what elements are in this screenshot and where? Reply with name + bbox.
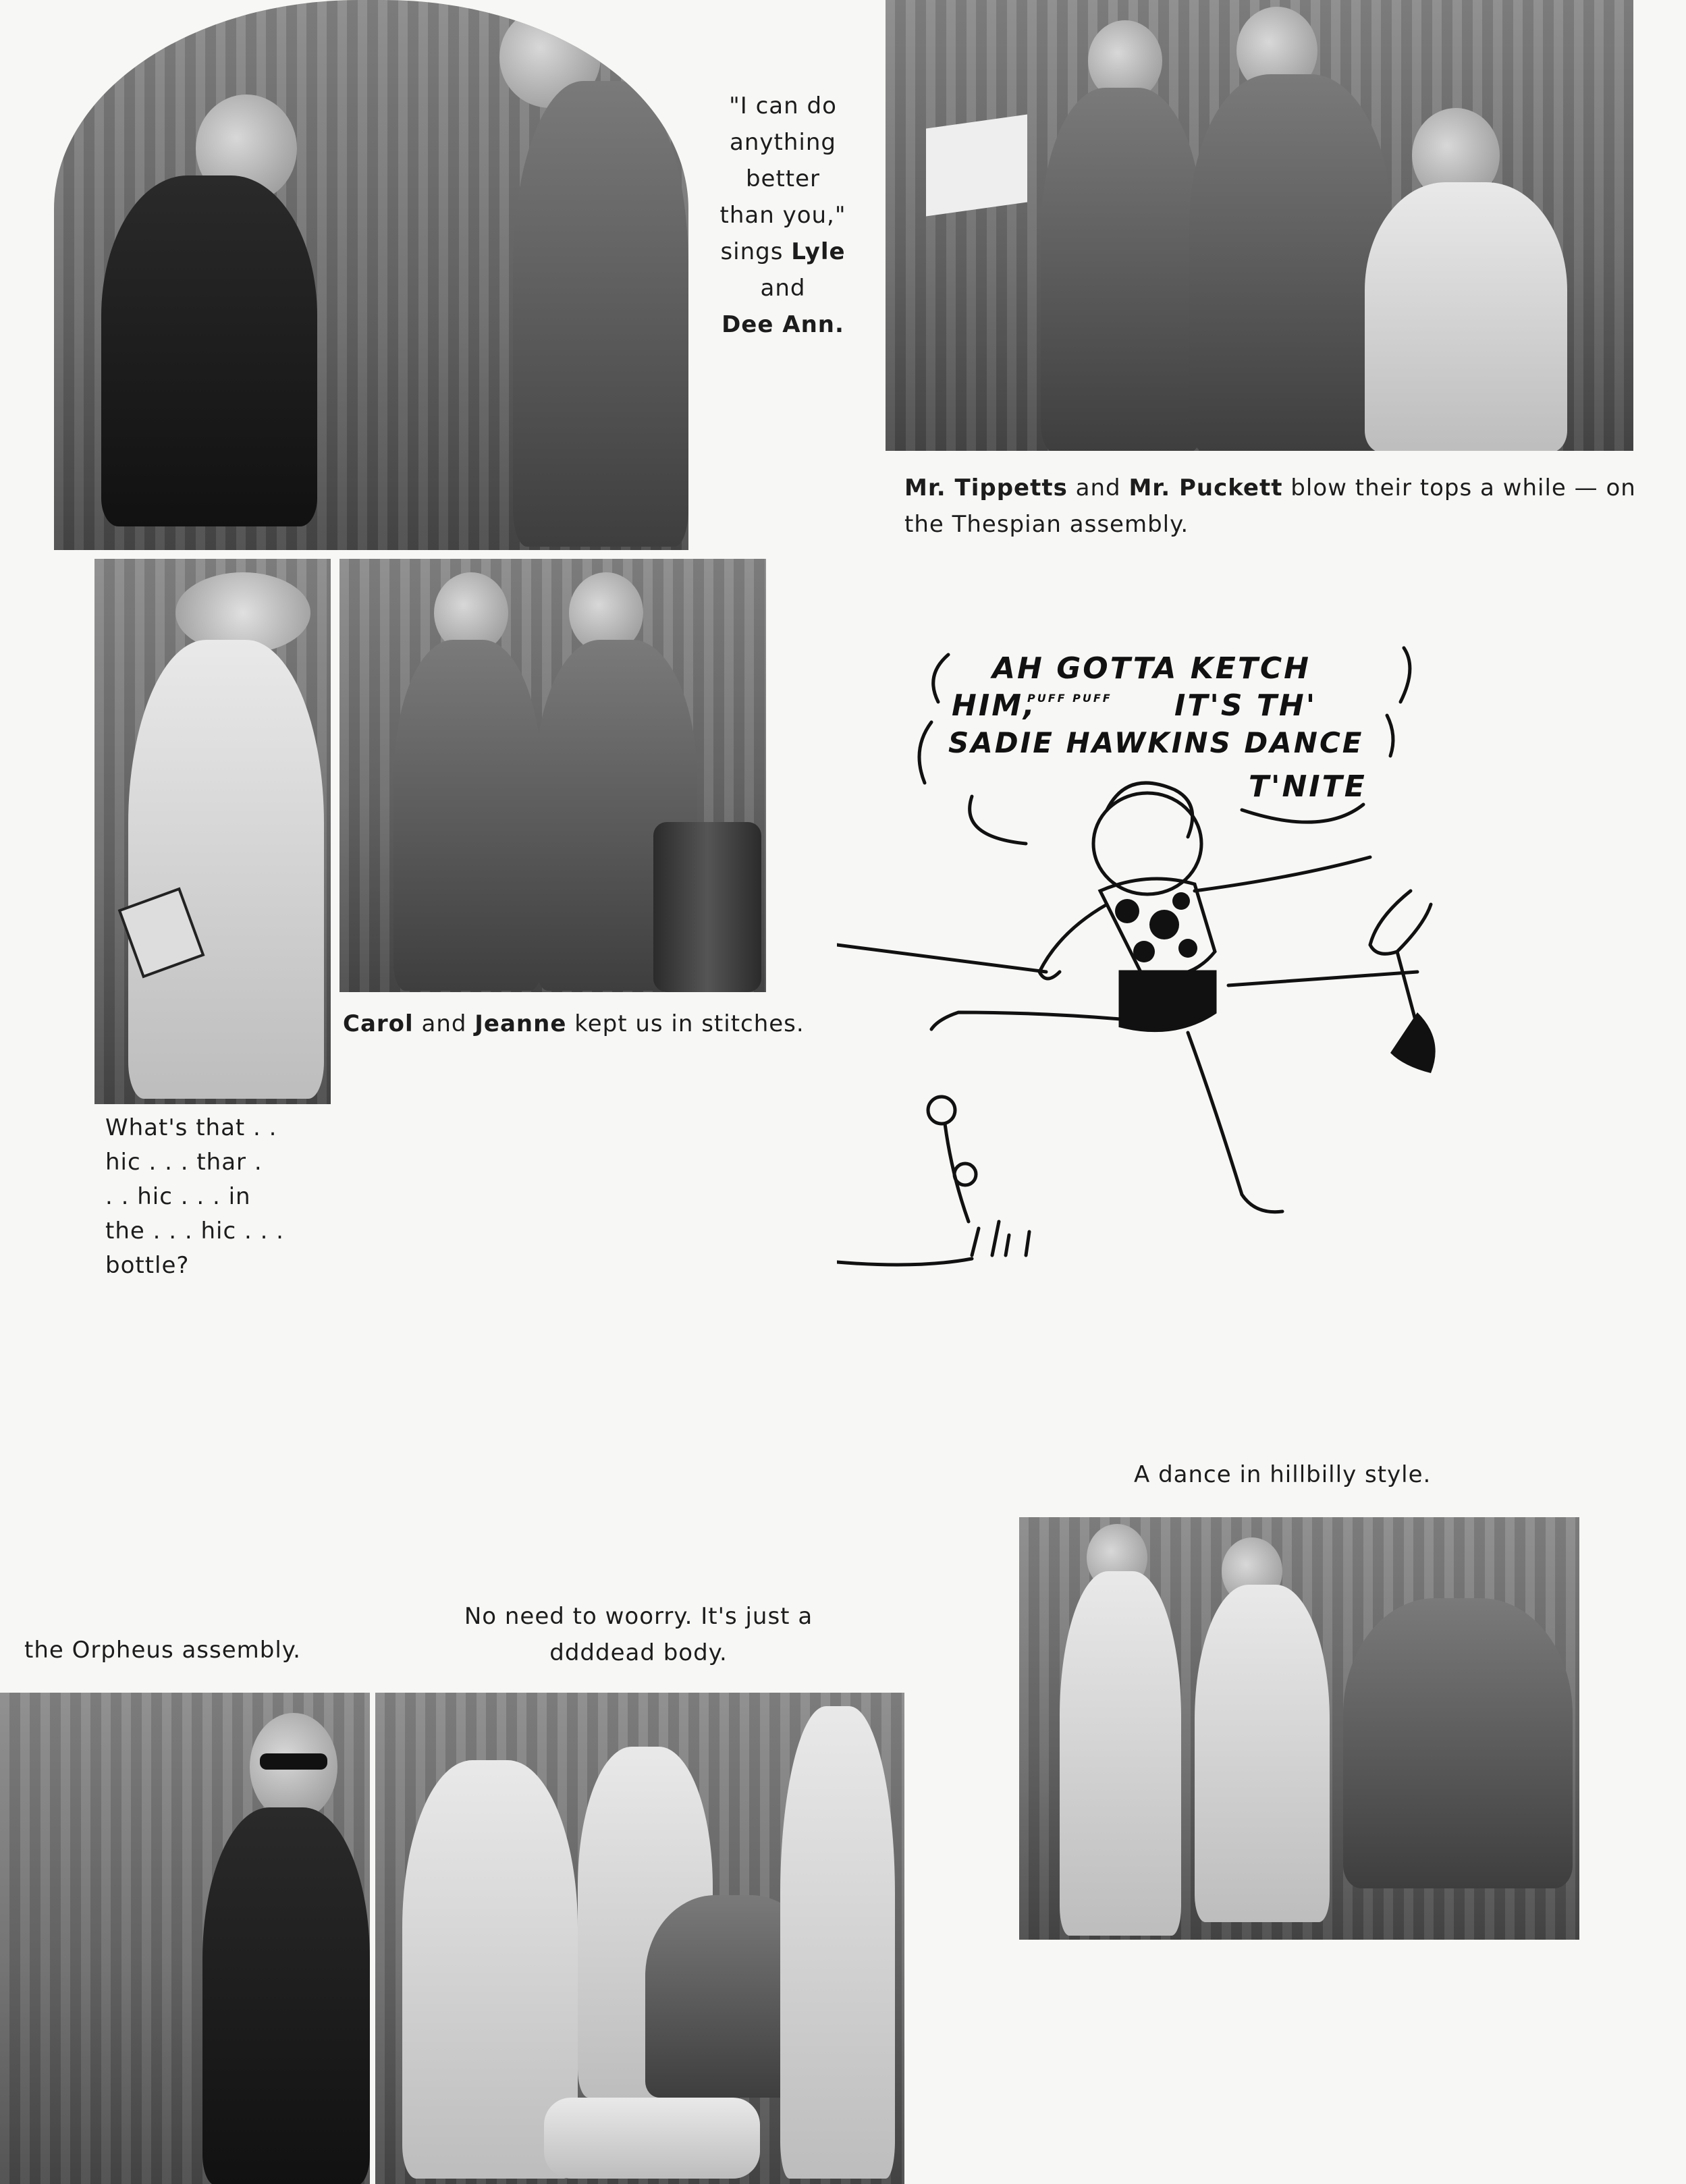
- caption-text: kept us in stitches.: [566, 1010, 805, 1037]
- curly-hair: [1107, 783, 1193, 837]
- caption-name: Jeanne: [474, 1010, 567, 1037]
- speech-tail-left: [970, 796, 1026, 844]
- polka-dots: [1115, 892, 1197, 962]
- caption-line: [904, 470, 1660, 506]
- bubble-line-2a: HIM,: [952, 688, 1037, 723]
- bubble-line-3: SADIE HAWKINS DANCE: [948, 726, 1364, 759]
- bubble-line-2b: IT'S TH': [1174, 688, 1317, 723]
- caption-bottle: [105, 1111, 315, 1283]
- caption-tippetts: [904, 470, 1660, 543]
- boy-figure: [1365, 182, 1567, 451]
- caption-name: Mr. Tippetts: [904, 474, 1068, 501]
- caption-line: [702, 234, 864, 270]
- body-on-floor: [544, 2098, 760, 2179]
- runner-silhouette: [1390, 1012, 1436, 1073]
- music-stand: [926, 114, 1027, 216]
- photo-hillbilly-dance: [1019, 1517, 1579, 1940]
- caption-line: the . . . hic . . .: [105, 1218, 284, 1245]
- caption-dead-body: [429, 1598, 848, 1671]
- caption-line: the Thespian assembly.: [904, 511, 1189, 538]
- caption-text: and: [1067, 474, 1129, 501]
- caption-text: sings: [720, 238, 784, 265]
- bubble-line-1: AH GOTTA KETCH: [992, 651, 1311, 686]
- bubble-bracket-right-2: [1387, 715, 1393, 756]
- photo-bottle: [94, 559, 331, 1104]
- girl-figure: [101, 175, 317, 526]
- caption-carol-jeanne: [343, 1006, 829, 1042]
- leg-front: [1188, 1033, 1282, 1212]
- photo-orpheus: [0, 1693, 370, 2184]
- caption-hillbilly: A dance in hillbilly style.: [1134, 1461, 1432, 1488]
- speed-line-2: [1228, 972, 1417, 985]
- caption-lyle-dee-ann: [702, 88, 864, 343]
- sadie-hawkins-cartoon: [837, 634, 1444, 1282]
- flower-icon: [928, 1097, 955, 1124]
- trumpeter-2: [1189, 74, 1392, 451]
- caption-line: better: [745, 165, 821, 192]
- bubble-line-4: T'NITE: [1249, 769, 1367, 804]
- flower-stem: [945, 1124, 969, 1222]
- bubble-bracket-left-2: [919, 722, 931, 783]
- leg-back: [931, 1012, 1120, 1029]
- arm-left: [1039, 904, 1107, 979]
- bubble-bracket-left: [933, 655, 948, 702]
- sunglasses-icon: [260, 1753, 327, 1770]
- caption-line: "I can do: [729, 92, 837, 119]
- shorts: [1120, 972, 1215, 1031]
- ground-line: [837, 1259, 972, 1265]
- caption-line: than you,": [719, 202, 846, 229]
- photo-dead-body: [375, 1693, 904, 2184]
- caption-name: Lyle: [791, 238, 846, 265]
- caption-line: and: [760, 275, 806, 302]
- caption-line: What's that . .: [105, 1114, 277, 1141]
- boy-figure: [513, 81, 688, 547]
- bubble-puff: PUFF PUFF: [1027, 692, 1112, 705]
- caption-line: ddddead body.: [549, 1639, 728, 1666]
- caption-line: hic . . . thar .: [105, 1149, 263, 1176]
- barrel-icon: [653, 822, 761, 992]
- dancer-1: [1060, 1571, 1181, 1936]
- caption-orpheus: the Orpheus assembly.: [24, 1637, 301, 1664]
- caption-name: Dee Ann.: [722, 311, 844, 338]
- caption-line: bottle?: [105, 1252, 190, 1279]
- caption-name: Mr. Puckett: [1128, 474, 1283, 501]
- bubble-bracket-right: [1401, 648, 1410, 702]
- trumpeter-1: [1041, 88, 1203, 451]
- caption-line: . . hic . . . in: [105, 1183, 251, 1210]
- speech-underline: [1242, 804, 1363, 822]
- caption-line: No need to woorry. It's just a: [464, 1603, 813, 1630]
- flower-icon-2: [954, 1164, 976, 1185]
- caption-name: Carol: [343, 1010, 414, 1037]
- figure-plaid-shirt: [128, 640, 324, 1099]
- figure-toga: [780, 1706, 895, 2179]
- carol-figure: [393, 640, 542, 991]
- caption-text: and: [413, 1010, 475, 1037]
- photo-trumpets: [886, 0, 1633, 451]
- running-leg: [1370, 891, 1431, 954]
- caption-line: anything: [730, 129, 836, 156]
- man-jacket: [202, 1807, 370, 2184]
- dancer-group: [1343, 1598, 1573, 1888]
- speed-line-1: [837, 945, 1046, 972]
- grass-icon: [972, 1222, 1029, 1255]
- caption-text: blow their tops a while — on: [1282, 474, 1636, 501]
- dancer-2: [1195, 1585, 1330, 1922]
- arm-right: [1195, 857, 1370, 891]
- photo-lyle-dee-ann: [54, 0, 688, 550]
- photo-carol-jeanne: [339, 559, 766, 992]
